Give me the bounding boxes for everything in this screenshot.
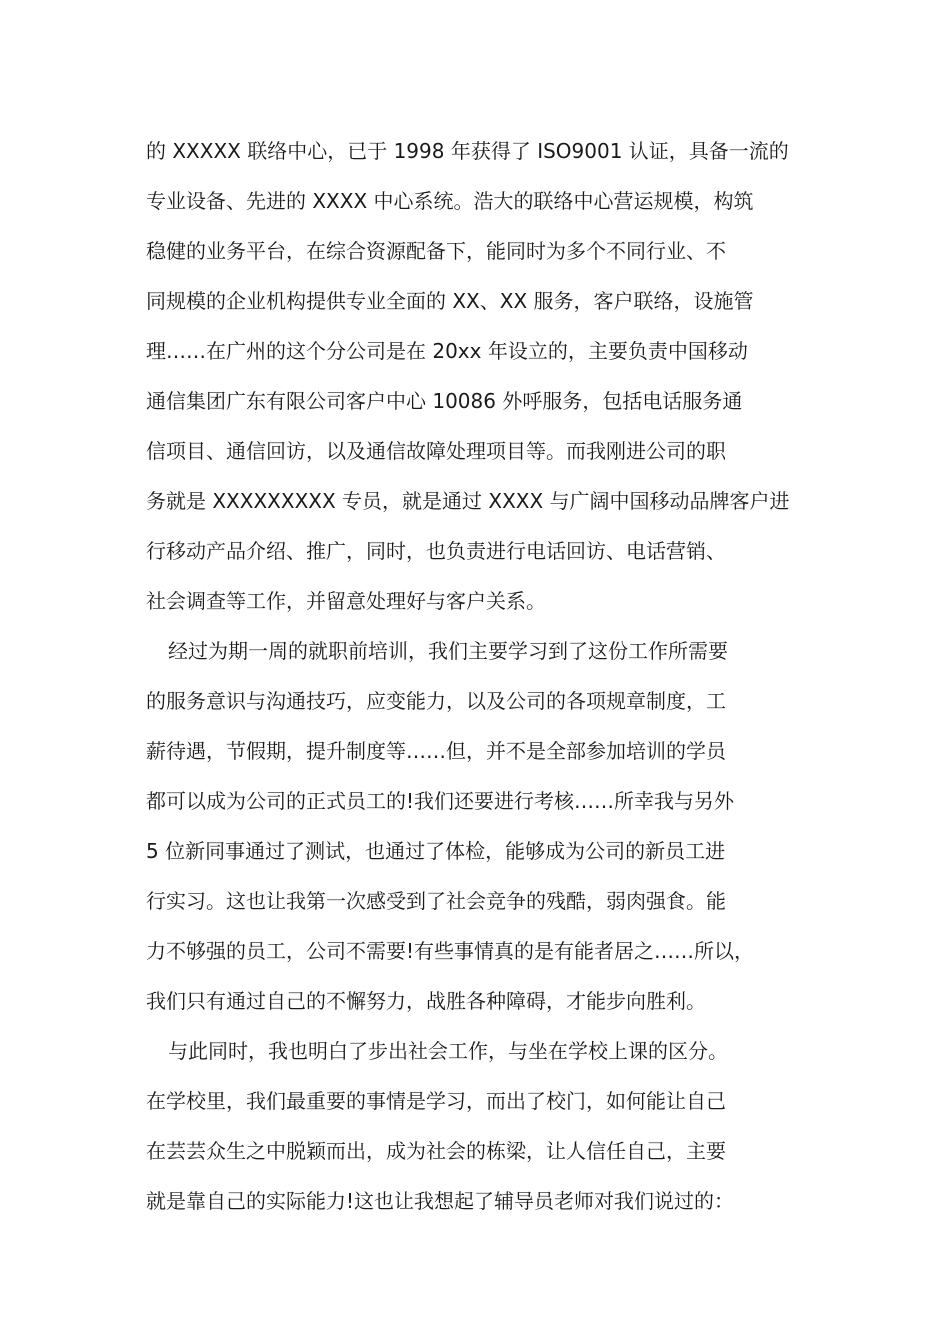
text-line: 我们只有通过自己的不懈努力，战胜各种障碍，才能步向胜利。	[146, 989, 706, 1013]
text-line: 5 位新同事通过了测试，也通过了体检，能够成为公司的新员工进	[146, 839, 726, 863]
text-line: 的 XXXXX 联络中心，已于 1998 年获得了 ISO9001 认证，具备一流的	[146, 139, 789, 163]
text-line: 薪待遇，节假期，提升制度等……但，并不是全部参加培训的学员	[146, 739, 726, 763]
text-line: 都可以成为公司的正式员工的!我们还要进行考核……所幸我与另外	[146, 789, 735, 813]
text-line: 通信集团广东有限公司客户中心 10086 外呼服务，包括电话服务通	[146, 389, 743, 413]
text-line: 理……在广州的这个分公司是在 20xx 年设立的，主要负责中国移动	[146, 339, 748, 363]
text-line: 行移动产品介绍、推广，同时，也负责进行电话回访、电话营销、	[146, 539, 726, 563]
text-line: 务就是 XXXXXXXXX 专员，就是通过 XXXX 与广阔中国移动品牌客户进	[146, 489, 790, 513]
text-line: 专业设备、先进的 XXXX 中心系统。浩大的联络中心营运规模，构筑	[146, 189, 754, 213]
text-line: 力不够强的员工，公司不需要!有些事情真的是有能者居之……所以，	[146, 939, 755, 963]
text-line: 就是靠自己的实际能力!这也让我想起了辅导员老师对我们说过的：	[146, 1189, 735, 1213]
text-line: 信项目、通信回访，以及通信故障处理项目等。而我刚进公司的职	[146, 439, 726, 463]
text-line: 同规模的企业机构提供专业全面的 XX、XX 服务，客户联络，设施管	[146, 289, 754, 313]
text-line: 在芸芸众生之中脱颖而出，成为社会的栋梁，让人信任自己，主要	[146, 1139, 726, 1163]
paragraph-first-line: 与此同时，我也明白了步出社会工作，与坐在学校上课的区分。	[168, 1039, 728, 1063]
paragraph-first-line: 经过为期一周的就职前培训，我们主要学习到了这份工作所需要	[168, 639, 728, 663]
document-body	[146, 126, 826, 1226]
text-line: 行实习。这也让我第一次感受到了社会竞争的残酷，弱肉强食。能	[146, 889, 726, 913]
text-line: 社会调查等工作，并留意处理好与客户关系。	[146, 589, 546, 613]
text-line: 的服务意识与沟通技巧，应变能力，以及公司的各项规章制度，工	[146, 689, 726, 713]
text-line: 在学校里，我们最重要的事情是学习，而出了校门，如何能让自己	[146, 1089, 726, 1113]
text-line: 稳健的业务平台，在综合资源配备下，能同时为多个不同行业、不	[146, 239, 726, 263]
